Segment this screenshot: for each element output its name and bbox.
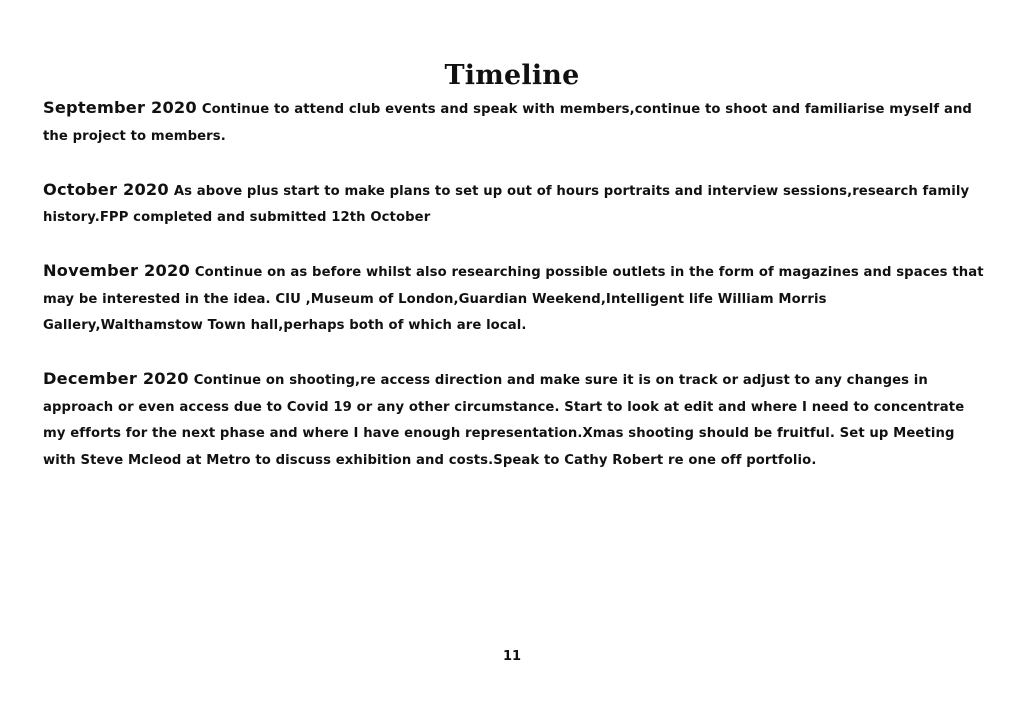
page-title: Timeline: [444, 60, 580, 92]
entry-text: Continue on as before whilst also researching possible outlets in the form of magazines and spaces that may be interested in the idea. CIU ,Museum of London,Guardian Weekend,Intelligent life William Morris Gallery,Walthamstow Town hall,perhaps both of which are local.: [43, 265, 984, 333]
entry-text: Continue on shooting,re access direction and make sure it is on track or adjust to any changes in approach or even access due to Covid 19 or any other circumstance. Start to look at edit and where I need to concentrate my efforts for the next phase and where I have enough representation.Xmas shooting should be fruitful. Set up Meeting with Steve Mcleod at Metro to discuss exhibition and costs.Speak to Cathy Robert re one off portfolio.: [43, 373, 965, 468]
timeline-entries: [43, 95, 991, 501]
entry-month: October 2020: [43, 179, 169, 199]
entry-month: December 2020: [43, 369, 189, 388]
timeline-entry-september: [43, 95, 991, 150]
timeline-entry-october: [43, 177, 991, 232]
timeline-entry-november: [43, 258, 991, 340]
timeline-entry-december: [43, 366, 991, 474]
page-number: 11: [502, 649, 522, 664]
entry-text: As above plus start to make plans to set up out of hours portraits and interview sessions,research family history.FPP completed and submitted 12th October: [43, 183, 970, 225]
entry-month: September 2020: [43, 98, 197, 117]
entry-month: November 2020: [43, 261, 190, 280]
entry-text: Continue to attend club events and speak with members,continue to shoot and familiarise myself and the project to members.: [43, 102, 972, 144]
